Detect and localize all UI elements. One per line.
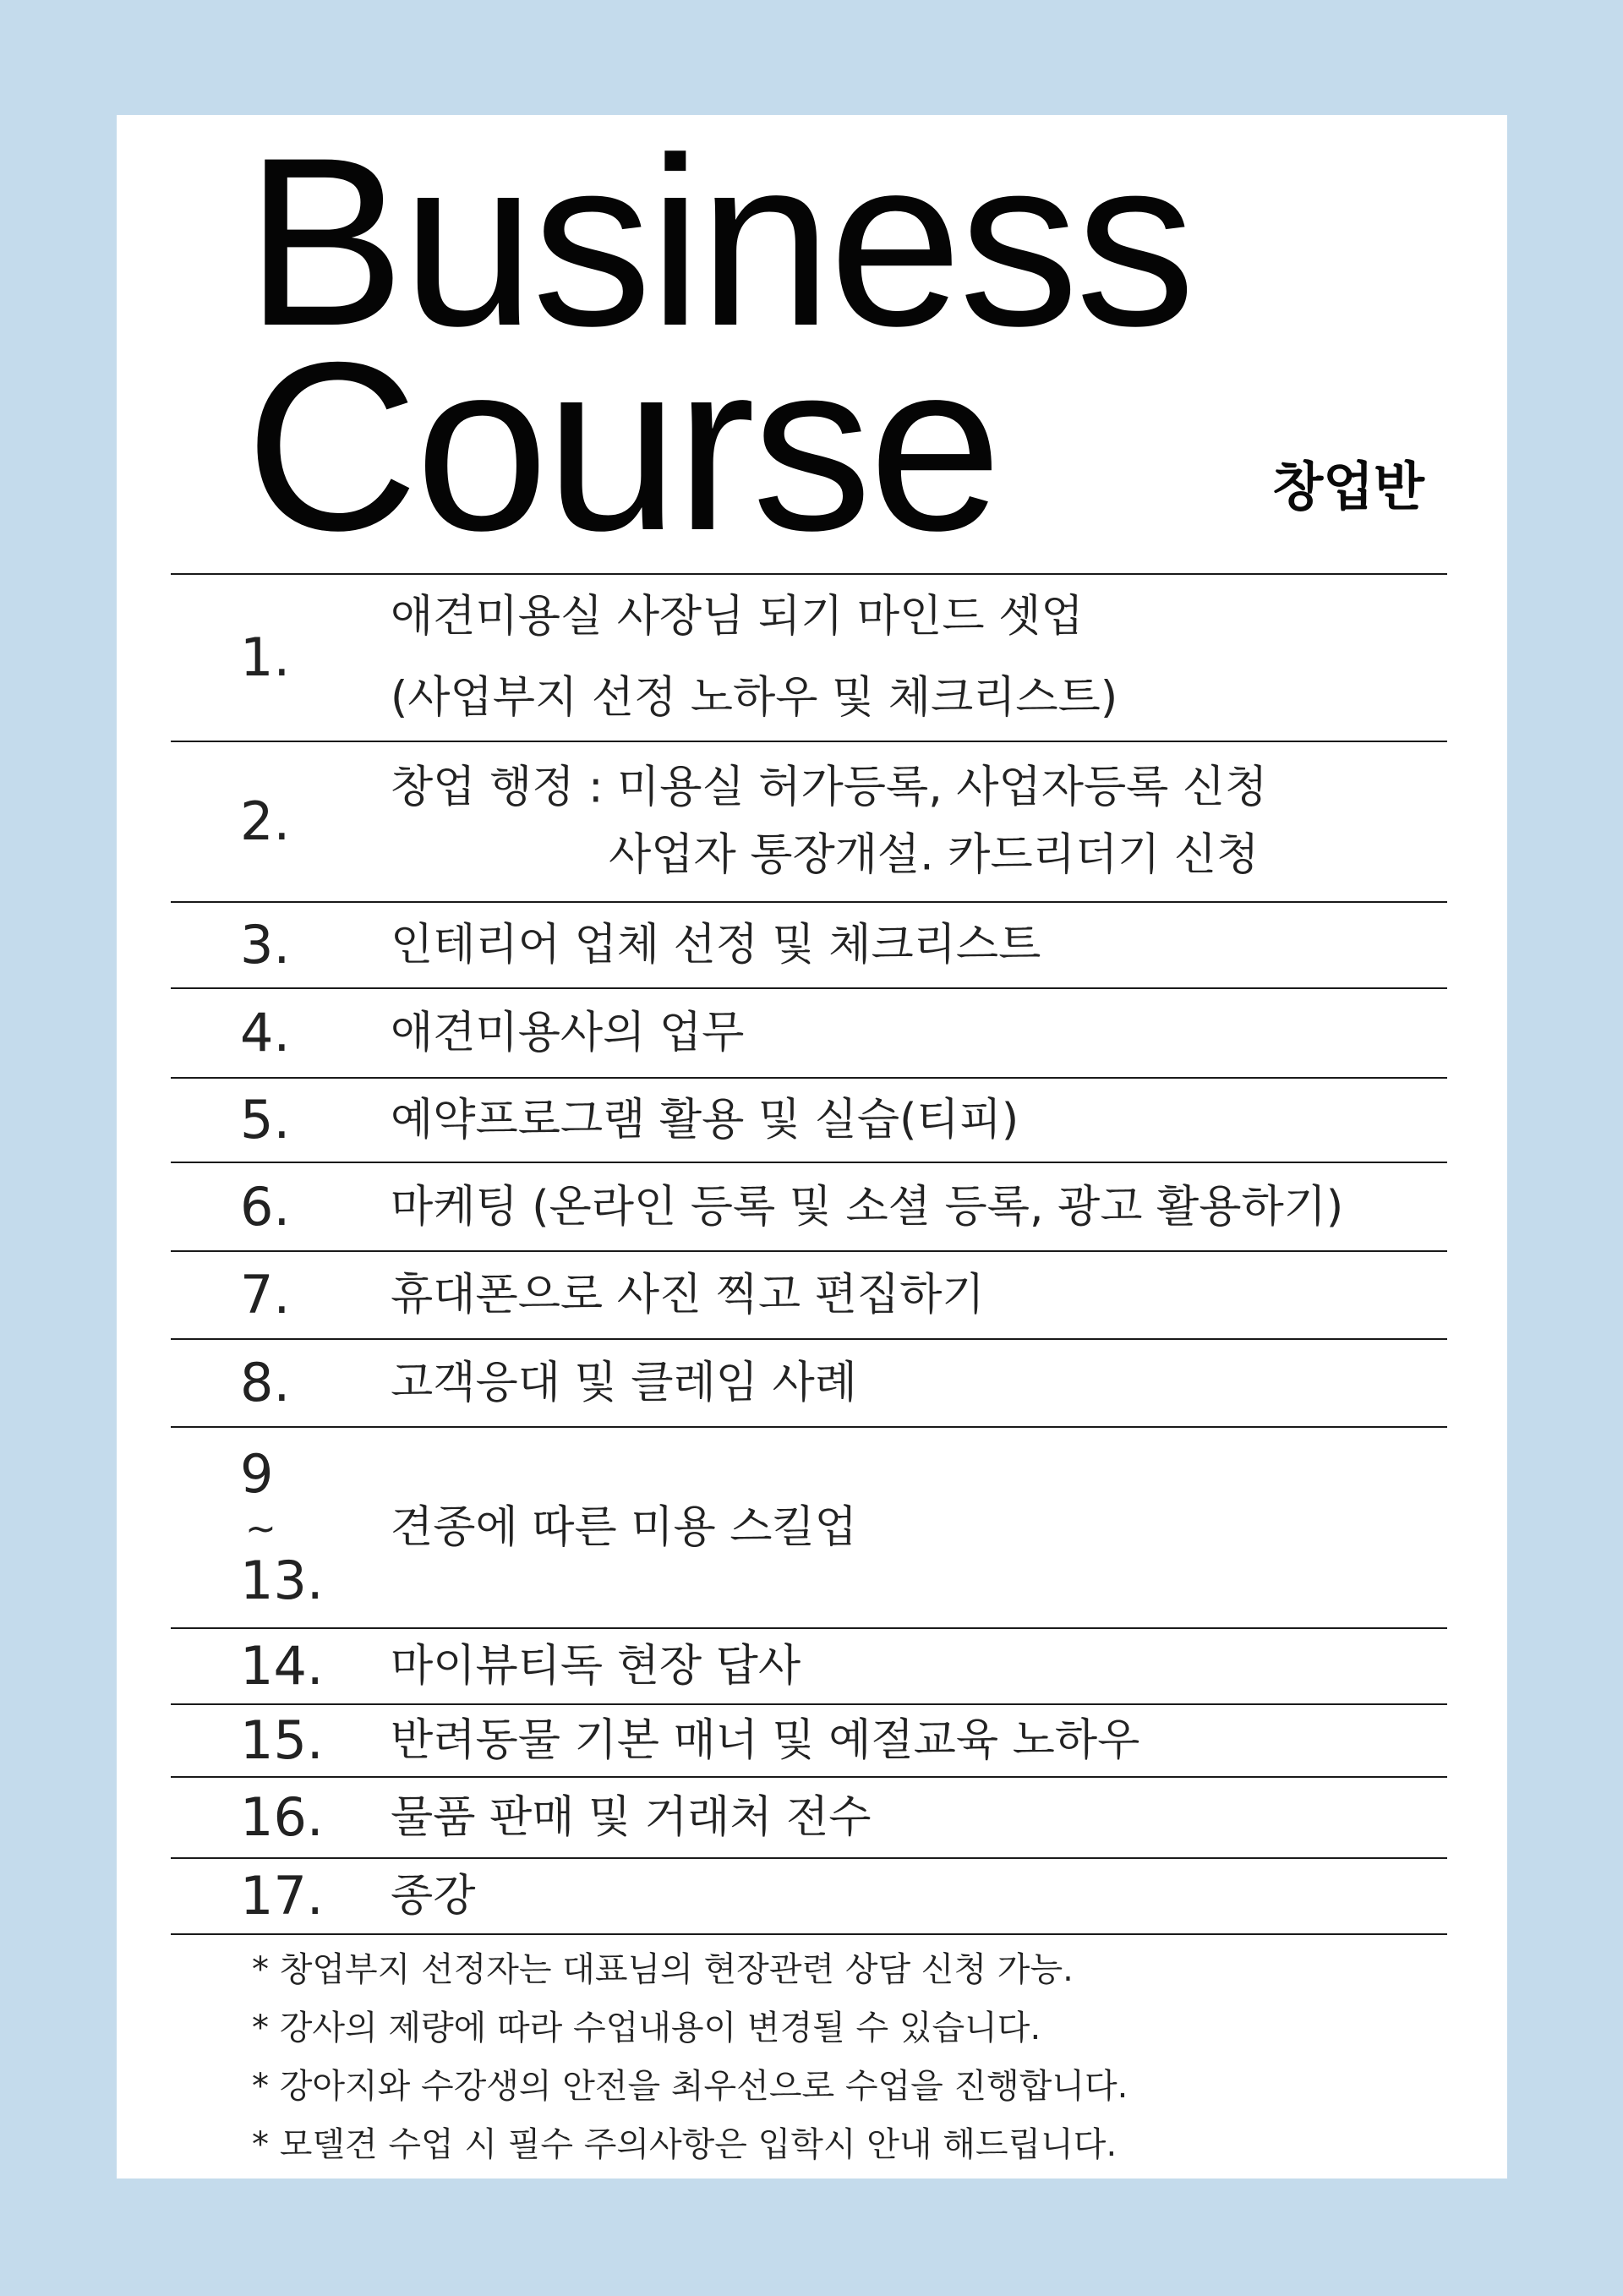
course-card bbox=[117, 108, 1507, 2178]
course-description: 반려동물 기본 매너 및 예절교육 노하우 bbox=[391, 1714, 1140, 1766]
course-row-9-13 bbox=[171, 1428, 1447, 1629]
course-number: 3. bbox=[240, 914, 291, 976]
course-number: 6. bbox=[240, 1175, 291, 1238]
course-description: 예약프로그램 활용 및 실습(티피) bbox=[391, 1094, 1019, 1145]
course-line: 애견미용실 사장님 되기 마인드 셋업 bbox=[391, 591, 1084, 642]
course-description: 인테리어 업체 선정 및 체크리스트 bbox=[391, 919, 1041, 970]
course-number: 16. bbox=[240, 1786, 324, 1848]
course-description bbox=[391, 762, 1267, 883]
course-description bbox=[391, 591, 1118, 725]
course-row-3 bbox=[171, 903, 1447, 989]
course-description: 마이뷰티독 현장 답사 bbox=[391, 1640, 801, 1692]
course-row-6 bbox=[171, 1163, 1447, 1252]
course-row-17 bbox=[171, 1859, 1447, 1935]
range-separator: ~ bbox=[245, 1507, 276, 1550]
course-number: 2. bbox=[240, 790, 291, 852]
course-description: 마케팅 (온라인 등록 및 소셜 등록, 광고 활용하기) bbox=[391, 1181, 1344, 1233]
course-number: 14. bbox=[240, 1635, 324, 1697]
course-row-1 bbox=[171, 575, 1447, 742]
note-item: * 모델견 수업 시 필수 주의사항은 입학시 안내 해드립니다. bbox=[252, 2125, 1118, 2164]
course-row-16 bbox=[171, 1778, 1447, 1859]
course-row-4 bbox=[171, 989, 1447, 1079]
range-end: 13. bbox=[240, 1550, 324, 1611]
page-title bbox=[245, 108, 1193, 581]
note-item: * 강아지와 수강생의 안전을 최우선으로 수업을 진행합니다. bbox=[252, 2067, 1128, 2106]
title-line-2: Course bbox=[245, 313, 999, 581]
course-number: 5. bbox=[240, 1089, 291, 1151]
course-line: 사업자 통장개설. 카드리더기 신청 bbox=[609, 830, 1260, 881]
course-description: 물품 판매 및 거래처 전수 bbox=[391, 1791, 872, 1843]
course-row-5 bbox=[171, 1079, 1447, 1163]
course-subtitle: 창업반 bbox=[1272, 456, 1424, 517]
course-row-14 bbox=[171, 1629, 1447, 1705]
course-line: 창업 행정 : 미용실 허가등록, 사업자등록 신청 bbox=[391, 762, 1268, 813]
course-line: (사업부지 선정 노하우 및 체크리스트) bbox=[391, 673, 1118, 724]
course-number: 15. bbox=[240, 1709, 324, 1771]
course-number: 4. bbox=[240, 1002, 291, 1063]
course-row-8 bbox=[171, 1340, 1447, 1428]
course-description: 종강 bbox=[391, 1870, 476, 1922]
note-item: * 강사의 제량에 따라 수업내용이 변경될 수 있습니다. bbox=[252, 2009, 1041, 2047]
note-item: * 창업부지 선정자는 대표님의 현장관련 상담 신청 가능. bbox=[252, 1950, 1074, 1989]
course-number: 17. bbox=[240, 1865, 324, 1927]
course-number: 1. bbox=[240, 626, 291, 688]
course-description: 고객응대 및 클레임 사례 bbox=[391, 1357, 857, 1408]
course-list bbox=[171, 573, 1447, 1935]
course-row-7 bbox=[171, 1252, 1447, 1340]
course-description: 견종에 따른 미용 스킬업 bbox=[391, 1501, 857, 1553]
course-description: 애견미용사의 업무 bbox=[391, 1007, 745, 1058]
title-line-1: Business bbox=[245, 108, 1193, 376]
course-number: 8. bbox=[240, 1352, 291, 1413]
course-description: 휴대폰으로 사진 찍고 편집하기 bbox=[391, 1269, 985, 1320]
range-start: 9 bbox=[240, 1443, 274, 1505]
course-row-2 bbox=[171, 742, 1447, 903]
course-number-range bbox=[240, 1443, 324, 1611]
notes-list bbox=[252, 1941, 1128, 2174]
course-row-15 bbox=[171, 1705, 1447, 1778]
course-number: 7. bbox=[240, 1264, 291, 1326]
